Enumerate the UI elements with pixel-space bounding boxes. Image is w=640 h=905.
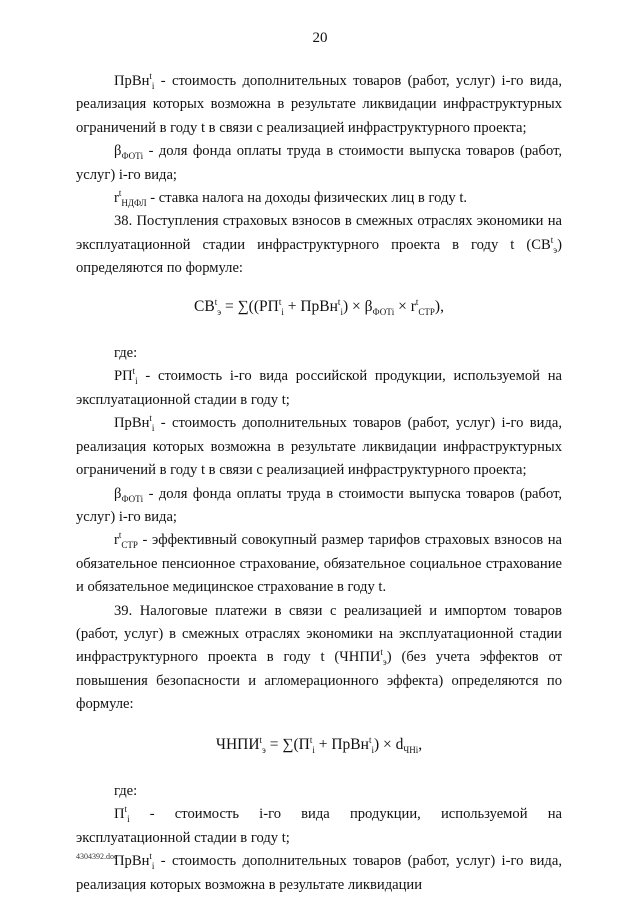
symbol-subscript: ФОТi [121, 151, 144, 162]
symbol-superscript: t [118, 188, 122, 199]
definition-text: - стоимость i-го вида продукции, используемой на эксплуатационной стадии в году t; [76, 806, 562, 846]
definition-text: - стоимость дополнительных товаров (работ, услуг) i-го вида, реализация которых возможна в результате ликвидации инфраструктурных ограничений в году t в связи с реализацией инфраструктурного проекта; [76, 415, 562, 479]
symbol-base: β [114, 485, 122, 502]
math-symbol [114, 804, 130, 825]
definition-paragraph [76, 70, 562, 140]
symbol-base: ЧНПИ [339, 649, 381, 666]
formula-subscript: i [281, 306, 284, 317]
formula-text: = ∑(П [265, 735, 310, 753]
math-symbol [114, 366, 138, 387]
definition-text: - доля фонда оплаты труда в стоимости выпуска товаров (работ, услуг) i-го вида; [76, 485, 562, 525]
definition-paragraph [76, 140, 562, 187]
symbol-base: ПрВн [114, 73, 150, 89]
formula-subscript: э [217, 306, 222, 317]
formula-symbol: СВ [194, 297, 215, 315]
symbol-subscript: ФОТi [121, 493, 144, 504]
symbol-base: r [114, 532, 119, 549]
symbol-superscript: t [149, 413, 152, 424]
paragraph-text-continued: ) определяются по формуле: [76, 236, 562, 277]
formula-symbol: ЧНПИ [215, 735, 260, 753]
symbol-subscript: i [151, 80, 155, 91]
where-label: где: [114, 345, 138, 362]
symbol-superscript: t [118, 530, 122, 541]
definition-paragraph [76, 365, 562, 412]
symbol-superscript: t [550, 234, 554, 245]
formula-subscript: i [340, 306, 343, 317]
formula-text: , [418, 735, 423, 753]
symbol-base: РП [114, 368, 133, 385]
document-body [76, 70, 562, 897]
symbol-superscript: t [149, 71, 152, 82]
math-symbol [114, 190, 147, 206]
paragraph-text-continued: ) (без учета эффектов от повышения безопасности и агломерационного эффекта) определяются по формуле: [76, 649, 562, 713]
math-symbol [114, 486, 143, 502]
symbol-subscript: i [151, 423, 155, 434]
definition-text: - доля фонда оплаты труда в стоимости выпуска товаров (работ, услуг) i-го вида; [76, 143, 562, 183]
definition-paragraph [76, 187, 562, 210]
symbol-superscript: t [380, 647, 383, 658]
symbol-subscript: i [127, 814, 130, 825]
where-label: где: [114, 782, 138, 799]
symbol-subscript: НДФЛ [121, 197, 147, 208]
definition-text: - стоимость дополнительных товаров (работ, услуг) i-го вида, реализация которых возможна в результате ликвидации [76, 853, 562, 893]
symbol-subscript: i [135, 376, 138, 387]
formula-superscript: t [337, 296, 341, 307]
math-symbol [114, 143, 144, 162]
symbol-base: ПрВн [114, 853, 150, 870]
formula-text: + ПрВн [283, 297, 338, 315]
paragraph-text: 38. Поступления страховых взносов в смежных отраслях экономики на эксплуатационной стадии инфраструктурного проекта в году t ( [76, 213, 562, 253]
math-symbol [339, 647, 387, 668]
formula-subscript: СТР [418, 306, 435, 317]
symbol-base: П [114, 806, 125, 823]
math-symbol [114, 73, 154, 89]
definition-paragraph [76, 850, 562, 897]
symbol-base: β [114, 143, 122, 160]
symbol-base: r [114, 190, 119, 207]
formula [76, 733, 562, 756]
formula-text: + ПрВн [314, 735, 369, 753]
definition-paragraph [76, 412, 562, 482]
definition-paragraph [76, 803, 562, 850]
definition-text: - стоимость дополнительных товаров (работ, услуг) i-го вида, реализация которых возможна в результате ликвидации инфраструктурных ограничений в году t в связи с реализацией инфраструктурного проекта; [76, 73, 562, 136]
formula-subscript: i [312, 744, 315, 755]
formula-superscript: t [368, 734, 372, 745]
formula-superscript: t [214, 296, 218, 307]
definition-text: - стоимость i-го вида российской продукции, используемой на эксплуатационной стадии в году t; [76, 368, 562, 408]
math-symbol [531, 234, 558, 255]
symbol-subscript: э [553, 244, 558, 255]
math-symbol [114, 413, 155, 434]
formula-subscript: ФОТi [372, 306, 395, 317]
formula-subscript: э [262, 744, 266, 755]
formula-subscript: i [371, 744, 374, 755]
definition-text: - ставка налога на доходы физических лиц в году t. [146, 190, 468, 207]
numbered-paragraph [76, 600, 562, 717]
symbol-base: ПрВн [114, 415, 150, 432]
definition-paragraph [76, 529, 562, 599]
formula-superscript: t [309, 734, 313, 745]
math-symbol [114, 851, 155, 872]
formula-text: ) × d [373, 735, 404, 753]
formula-text: × r [394, 297, 416, 315]
numbered-paragraph [76, 210, 562, 280]
formula-superscript: t [259, 734, 263, 745]
symbol-subscript: э [382, 657, 387, 668]
formula-text: ), [434, 297, 444, 315]
definition-text: - эффективный совокупный размер тарифов страховых взносов на обязательное пенсионное страхование, обязательное социальное страхование и обязательное медицинское страхование в году t. [76, 532, 562, 596]
symbol-superscript: t [124, 804, 128, 815]
formula [76, 295, 562, 318]
symbol-superscript: t [149, 851, 152, 862]
definition-paragraph [76, 483, 562, 530]
math-symbol [114, 530, 138, 551]
formula-superscript: t [415, 296, 419, 307]
formula-text: = ∑((РП [221, 297, 279, 315]
footer-file-name: 4304392.doc [76, 852, 118, 861]
formula-subscript: ЧНi [403, 744, 419, 755]
symbol-superscript: t [132, 366, 136, 377]
symbol-subscript: i [151, 861, 155, 872]
paragraph-text: 39. Налоговые платежи в связи с реализацией и импортом товаров (работ, услуг) в смежных отраслях экономики на эксплуатационной стадии инфраструктурного проекта в году t ( [76, 602, 562, 666]
page-number: 20 [312, 30, 328, 46]
symbol-subscript: СТР [121, 540, 138, 551]
formula-text: ) × β [342, 297, 373, 315]
symbol-base: СВ [531, 236, 551, 253]
formula-superscript: t [278, 296, 282, 307]
